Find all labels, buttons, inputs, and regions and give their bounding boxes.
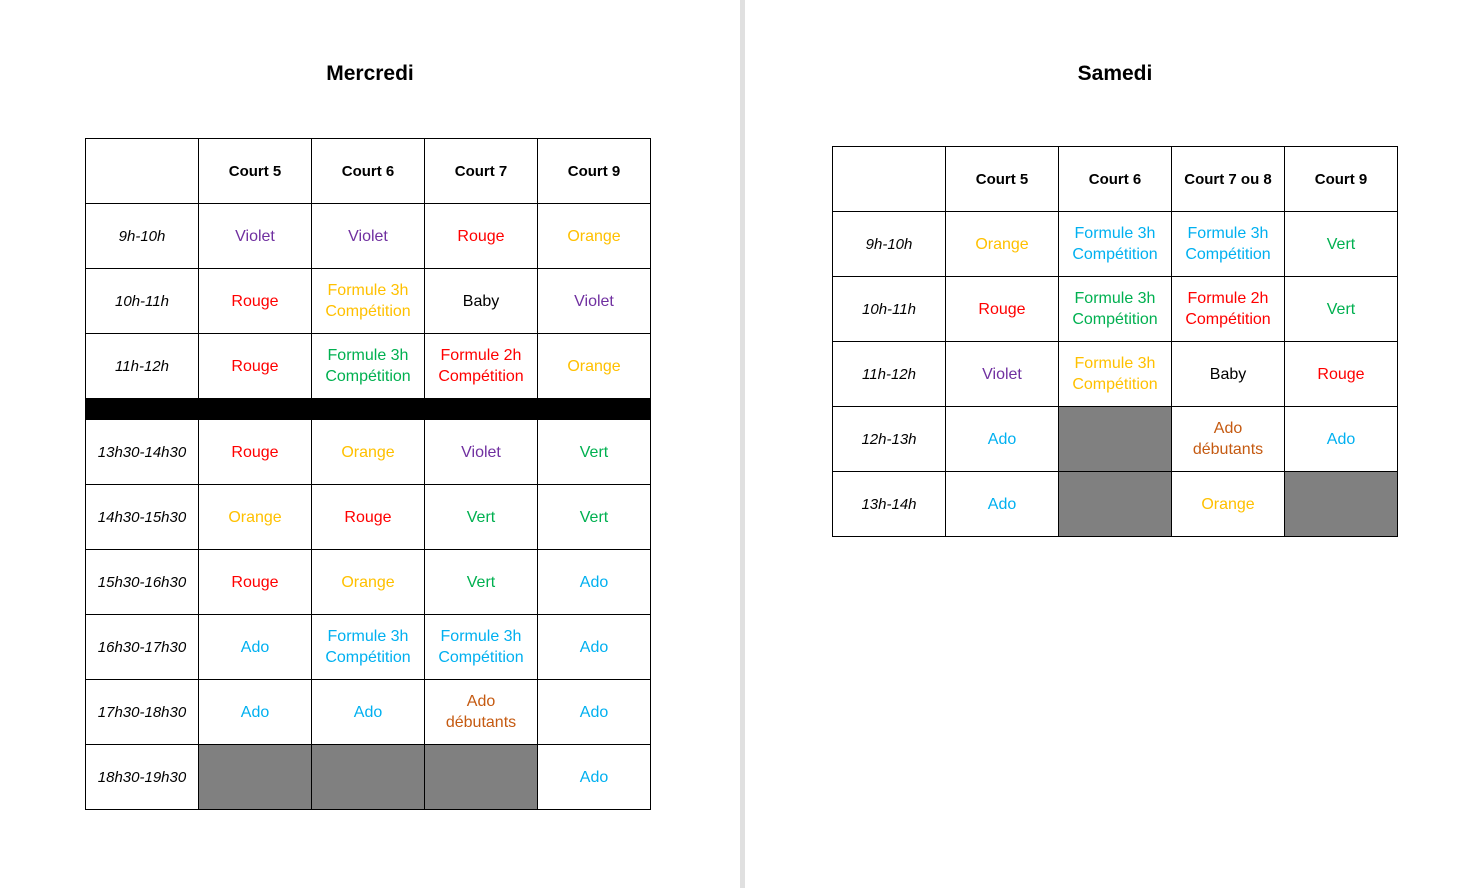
group-cell <box>538 334 651 399</box>
group-label: Rouge <box>344 508 392 526</box>
group-label: Baby <box>1209 365 1247 383</box>
group-cell <box>946 212 1059 277</box>
group-label: Rouge <box>1317 365 1365 383</box>
group-cell <box>538 485 651 550</box>
table-row <box>86 269 651 334</box>
group-label: Orange <box>341 443 395 461</box>
group-label: débutants <box>1192 441 1264 458</box>
lunch-break-cell <box>86 399 199 420</box>
lunch-break-cell <box>425 399 538 420</box>
group-label: Formule 3h <box>327 628 409 645</box>
table-row <box>86 420 651 485</box>
header-corner-cell <box>86 139 199 204</box>
group-label: Rouge <box>231 292 279 310</box>
group-label: Rouge <box>231 443 279 461</box>
time-slot-cell: 11h-12h <box>833 342 946 407</box>
lunch-break-row <box>86 399 651 420</box>
group-cell <box>199 269 312 334</box>
group-label: Orange <box>975 235 1029 253</box>
group-cell <box>1172 277 1285 342</box>
group-label: Vert <box>579 508 609 526</box>
group-cell <box>1285 277 1398 342</box>
group-cell <box>425 269 538 334</box>
group-label: Orange <box>567 227 621 245</box>
group-cell <box>425 204 538 269</box>
group-label: Vert <box>1326 235 1356 253</box>
group-cell <box>312 420 425 485</box>
group-cell <box>199 680 312 745</box>
group-label: Violet <box>235 227 275 245</box>
group-cell <box>425 615 538 680</box>
group-label: Formule 2h <box>1187 290 1269 307</box>
group-label: Orange <box>1201 495 1255 513</box>
table-row <box>833 342 1398 407</box>
group-cell <box>1285 407 1398 472</box>
group-label: Ado <box>1213 420 1243 437</box>
table-row <box>86 204 651 269</box>
header-corner-cell <box>833 147 946 212</box>
group-cell <box>1059 342 1172 407</box>
group-label: Compétition <box>1072 376 1158 393</box>
group-label: Formule 3h <box>1074 355 1156 372</box>
group-label: Compétition <box>1185 246 1271 263</box>
group-cell <box>1172 472 1285 537</box>
time-slot-cell: 16h30-17h30 <box>86 615 199 680</box>
group-label: Violet <box>982 365 1022 383</box>
group-label: Ado <box>987 430 1017 448</box>
group-label: Compétition <box>438 368 524 385</box>
group-label: Violet <box>461 443 501 461</box>
group-label: Ado <box>579 638 609 656</box>
table-row <box>86 550 651 615</box>
group-cell <box>1285 342 1398 407</box>
group-label: Compétition <box>1185 311 1271 328</box>
table-row <box>833 407 1398 472</box>
time-slot-cell: 10h-11h <box>86 269 199 334</box>
group-label: Ado <box>240 703 270 721</box>
time-slot-cell: 11h-12h <box>86 334 199 399</box>
group-cell <box>1059 212 1172 277</box>
schedule-table-mercredi <box>85 138 651 810</box>
group-cell <box>538 269 651 334</box>
group-cell <box>312 334 425 399</box>
unavailable-cell <box>425 745 538 810</box>
group-cell <box>312 550 425 615</box>
day-title-mercredi: Mercredi <box>326 62 414 85</box>
lunch-break-cell <box>199 399 312 420</box>
lunch-break-cell <box>312 399 425 420</box>
group-label: Compétition <box>1072 246 1158 263</box>
column-header: Court 9 <box>538 139 651 204</box>
time-slot-cell: 10h-11h <box>833 277 946 342</box>
group-cell <box>312 485 425 550</box>
group-cell <box>425 680 538 745</box>
time-slot-cell: 13h30-14h30 <box>86 420 199 485</box>
group-label: Vert <box>466 508 496 526</box>
group-label: Ado <box>987 495 1017 513</box>
group-cell <box>1285 212 1398 277</box>
group-label: Vert <box>579 443 609 461</box>
group-cell <box>199 334 312 399</box>
time-slot-cell: 13h-14h <box>833 472 946 537</box>
group-label: Rouge <box>457 227 505 245</box>
column-header: Court 5 <box>199 139 312 204</box>
group-label: Formule 3h <box>440 628 522 645</box>
group-label: Violet <box>348 227 388 245</box>
group-cell <box>946 342 1059 407</box>
group-label: Ado <box>1326 430 1356 448</box>
group-label: Formule 3h <box>1187 225 1269 242</box>
group-label: Formule 3h <box>1074 225 1156 242</box>
group-label: Compétition <box>438 649 524 666</box>
time-slot-cell: 9h-10h <box>86 204 199 269</box>
group-label: Formule 3h <box>1074 290 1156 307</box>
group-cell <box>538 204 651 269</box>
table-row <box>833 212 1398 277</box>
group-label: Ado <box>579 768 609 786</box>
unavailable-cell <box>199 745 312 810</box>
column-header: Court 9 <box>1285 147 1398 212</box>
group-cell <box>538 420 651 485</box>
time-slot-cell: 18h30-19h30 <box>86 745 199 810</box>
table-row <box>86 615 651 680</box>
table-row <box>86 745 651 810</box>
group-cell <box>946 407 1059 472</box>
group-cell <box>538 680 651 745</box>
time-slot-cell: 9h-10h <box>833 212 946 277</box>
group-label: Vert <box>1326 300 1356 318</box>
group-cell <box>199 550 312 615</box>
group-cell <box>425 420 538 485</box>
group-label: Vert <box>466 573 496 591</box>
column-header: Court 5 <box>946 147 1059 212</box>
group-label: Compétition <box>325 368 411 385</box>
unavailable-cell <box>1059 407 1172 472</box>
group-cell <box>312 269 425 334</box>
group-cell <box>1059 277 1172 342</box>
table-row <box>86 485 651 550</box>
group-cell <box>946 277 1059 342</box>
column-header: Court 6 <box>1059 147 1172 212</box>
time-slot-cell: 15h30-16h30 <box>86 550 199 615</box>
group-label: Compétition <box>325 303 411 320</box>
column-header: Court 7 ou 8 <box>1172 147 1285 212</box>
schedule-table-samedi <box>832 146 1398 537</box>
group-cell <box>199 204 312 269</box>
time-slot-cell: 17h30-18h30 <box>86 680 199 745</box>
group-cell <box>1172 407 1285 472</box>
day-title-samedi: Samedi <box>1077 62 1153 85</box>
group-cell <box>538 745 651 810</box>
group-cell <box>425 485 538 550</box>
group-cell <box>1172 212 1285 277</box>
group-label: Ado <box>579 573 609 591</box>
unavailable-cell <box>312 745 425 810</box>
group-label: Violet <box>574 292 614 310</box>
time-slot-cell: 12h-13h <box>833 407 946 472</box>
unavailable-cell <box>1059 472 1172 537</box>
group-label: Rouge <box>231 357 279 375</box>
group-cell <box>312 680 425 745</box>
group-label: Compétition <box>325 649 411 666</box>
group-label: Ado <box>579 703 609 721</box>
group-label: Rouge <box>231 573 279 591</box>
group-cell <box>312 615 425 680</box>
group-label: Formule 3h <box>327 347 409 364</box>
group-cell <box>425 550 538 615</box>
group-label: Ado <box>466 693 496 710</box>
group-label: débutants <box>445 714 517 731</box>
header-row <box>86 139 651 204</box>
table-row <box>86 334 651 399</box>
table-row <box>833 277 1398 342</box>
group-label: Formule 3h <box>327 282 409 299</box>
lunch-break-cell <box>538 399 651 420</box>
group-label: Ado <box>353 703 383 721</box>
group-label: Formule 2h <box>440 347 522 364</box>
group-cell <box>538 550 651 615</box>
group-cell <box>199 485 312 550</box>
group-label: Rouge <box>978 300 1026 318</box>
table-row <box>833 472 1398 537</box>
group-label: Compétition <box>1072 311 1158 328</box>
group-label: Orange <box>228 508 282 526</box>
time-slot-cell: 14h30-15h30 <box>86 485 199 550</box>
column-header: Court 6 <box>312 139 425 204</box>
group-cell <box>199 420 312 485</box>
group-cell <box>425 334 538 399</box>
group-cell <box>199 615 312 680</box>
column-header: Court 7 <box>425 139 538 204</box>
unavailable-cell <box>1285 472 1398 537</box>
group-label: Baby <box>462 292 500 310</box>
group-label: Orange <box>567 357 621 375</box>
group-label: Orange <box>341 573 395 591</box>
group-cell <box>1172 342 1285 407</box>
group-cell <box>312 204 425 269</box>
group-cell <box>946 472 1059 537</box>
header-row <box>833 147 1398 212</box>
group-cell <box>538 615 651 680</box>
table-row <box>86 680 651 745</box>
group-label: Ado <box>240 638 270 656</box>
